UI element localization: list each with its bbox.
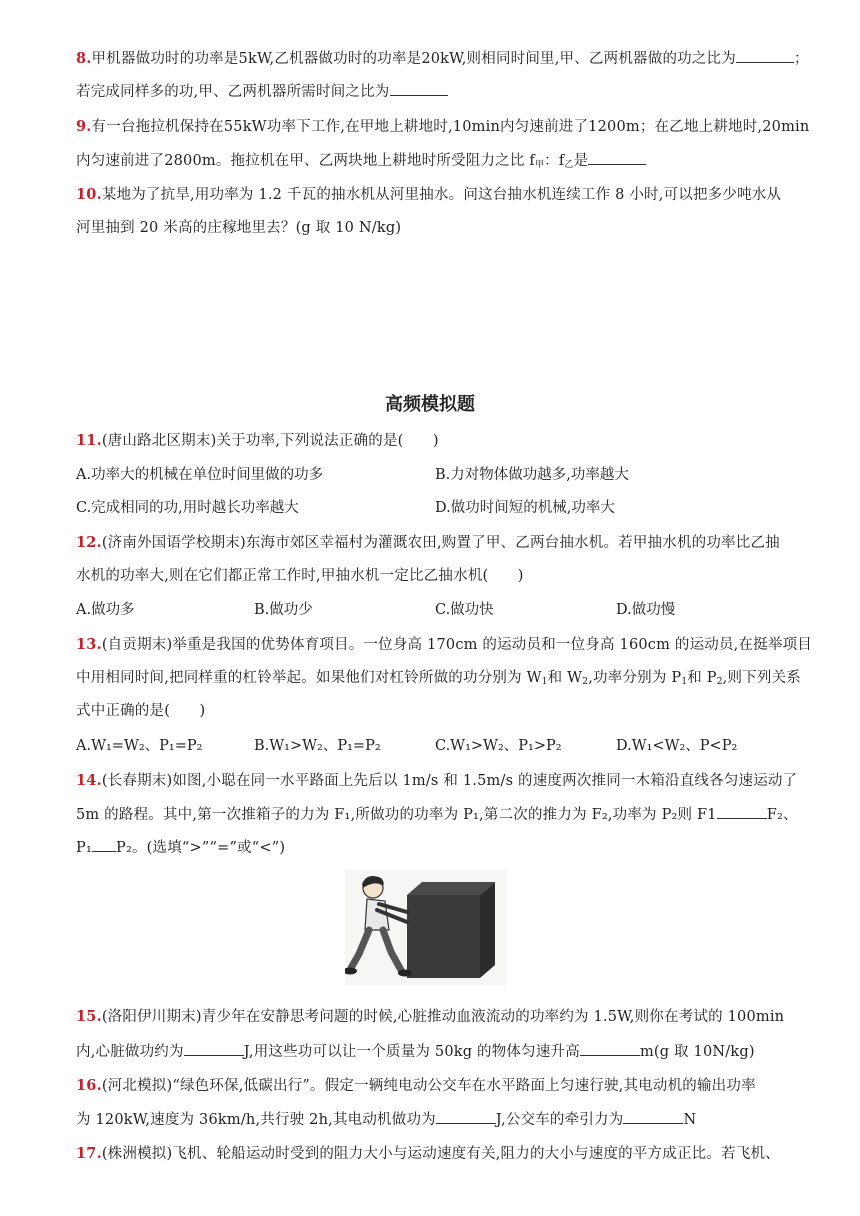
q10-line2: 河里抽到 20 米高的庄稼地里去？(g 取 10 N/kg)	[76, 220, 402, 236]
q9-blank[interactable]	[588, 150, 646, 165]
q12-option-a[interactable]: A.做功多	[76, 602, 135, 618]
q9-line1: 9.有一台拖拉机保持在55kW功率下工作,在甲地上耕地时,10min内匀速前进了1200m；在乙地上耕地时,20min	[76, 118, 810, 135]
q13-option-d[interactable]: D.W₁<W₂、P<P₂	[616, 738, 738, 754]
boy-pushing-box-figure	[345, 870, 507, 985]
q11-stem: 11.(唐山路北区期末)关于功率,下列说法正确的是( )	[76, 432, 439, 449]
q13-line1: 13.(自贡期末)举重是我国的优势体育项目。一位身高 170cm 的运动员和一位身高 160cm 的运动员,在挺举项目	[76, 636, 812, 653]
q14-line3: P₁ P₂。(选填“>”“=”或“<”)	[76, 837, 285, 858]
q15-line1: 15.(洛阳伊川期末)青少年在安静思考问题的时候,心脏推动血液流动的功率约为 1.5W,则你在考试的 100min	[76, 1008, 785, 1025]
q16-line2: 为 120kW,速度为 36km/h,共行驶 2h,其电动机做功为 J,公交车的牵引力为 N	[76, 1109, 696, 1130]
q12-line1: 12.(济南外国语学校期末)东海市郊区幸福村为灌溉农田,购置了甲、乙两台抽水机。若甲抽水机的功率比乙抽	[76, 534, 780, 551]
q15-line2: 内,心脏做功约为 J,用这些功可以让一个质量为 50kg 的物体匀速升高 m(g 取 10N/kg)	[76, 1041, 755, 1062]
q14-number: 14.	[76, 772, 102, 789]
q8-line2: 若完成同样多的功,甲、乙两机器所需时间之比为	[76, 81, 448, 102]
q13-option-b[interactable]: B.W₁>W₂、P₁=P₂	[254, 738, 381, 754]
q9-number: 9.	[76, 118, 92, 135]
q12-number: 12.	[76, 534, 102, 551]
q16-line1: 16.(河北模拟)“绿色环保,低碳出行”。假定一辆纯电动公交车在水平路面上匀速行驶,其电动机的输出功率	[76, 1077, 756, 1094]
q11-option-b[interactable]: B.力对物体做功越多,功率越大	[435, 467, 629, 483]
q16-blank2[interactable]	[623, 1109, 683, 1124]
q14-blank1[interactable]	[717, 804, 767, 819]
q13-line3: 式中正确的是( )	[76, 703, 206, 719]
q8-blank2[interactable]	[390, 81, 448, 96]
q12-line2: 水机的功率大,则在它们都正常工作时,甲抽水机一定比乙抽水机( )	[76, 568, 524, 584]
q15-blank2[interactable]	[580, 1041, 640, 1056]
q11-option-c[interactable]: C.完成相同的功,用时越长功率越大	[76, 500, 299, 516]
q11-option-d[interactable]: D.做功时间短的机械,功率大	[435, 500, 615, 516]
q11-option-a[interactable]: A.功率大的机械在单位时间里做的功多	[76, 467, 324, 483]
q10-line1: 10.某地为了抗旱,用功率为 1.2 千瓦的抽水机从河里抽水。问这台抽水机连续工作 8 小时,可以把多少吨水从	[76, 186, 782, 203]
q11-number: 11.	[76, 432, 102, 449]
q9-line2: 内匀速前进了2800m。拖拉机在甲、乙两块地上耕地时所受阻力之比 $f_甲$：$f_乙$是	[76, 150, 646, 175]
q8-line1: 8.甲机器做功时的功率是5kW,乙机器做功时的功率是20kW,则相同时间里,甲、乙两机器做的功之比为 ；	[76, 50, 809, 67]
q13-option-c[interactable]: C.W₁>W₂、P₁>P₂	[435, 738, 562, 754]
q16-number: 16.	[76, 1077, 102, 1094]
q8-blank1[interactable]	[736, 48, 794, 63]
q15-number: 15.	[76, 1008, 102, 1025]
q15-blank1[interactable]	[184, 1041, 244, 1056]
q17-line1: 17.(株洲模拟)飞机、轮船运动时受到的阻力大小与运动速度有关,阻力的大小与速度的平方成正比。若飞机、	[76, 1145, 780, 1162]
q17-number: 17.	[76, 1145, 102, 1162]
q12-option-c[interactable]: C.做功快	[435, 602, 494, 618]
q12-option-b[interactable]: B.做功少	[254, 602, 313, 618]
q14-line2: 5m 的路程。其中,第一次推箱子的力为 F₁,所做功的功率为 P₁,第二次的推力为 F₂,功率为 P₂则 F1 F₂、	[76, 804, 798, 825]
q12-option-d[interactable]: D.做功慢	[616, 602, 676, 618]
q10-number: 10.	[76, 186, 102, 203]
q16-blank1[interactable]	[436, 1109, 496, 1124]
q13-number: 13.	[76, 636, 102, 653]
q13-line2: 中用相同时间,把同样重的杠铃举起。如果他们对杠铃所做的功分别为 $W_1$和 $W_2$,功率分别为 $P_1$和 $P_2$,则下列关系	[76, 670, 801, 687]
q14-blank2[interactable]	[92, 837, 116, 852]
q8-number: 8.	[76, 50, 92, 67]
q14-line1: 14.(长春期末)如图,小聪在同一水平路面上先后以 1m/s 和 1.5m/s 的速度两次推同一木箱沿直线各匀速运动了	[76, 772, 798, 789]
section-title: 高频模拟题	[385, 394, 475, 415]
q13-option-a[interactable]: A.W₁=W₂、P₁=P₂	[76, 738, 203, 754]
